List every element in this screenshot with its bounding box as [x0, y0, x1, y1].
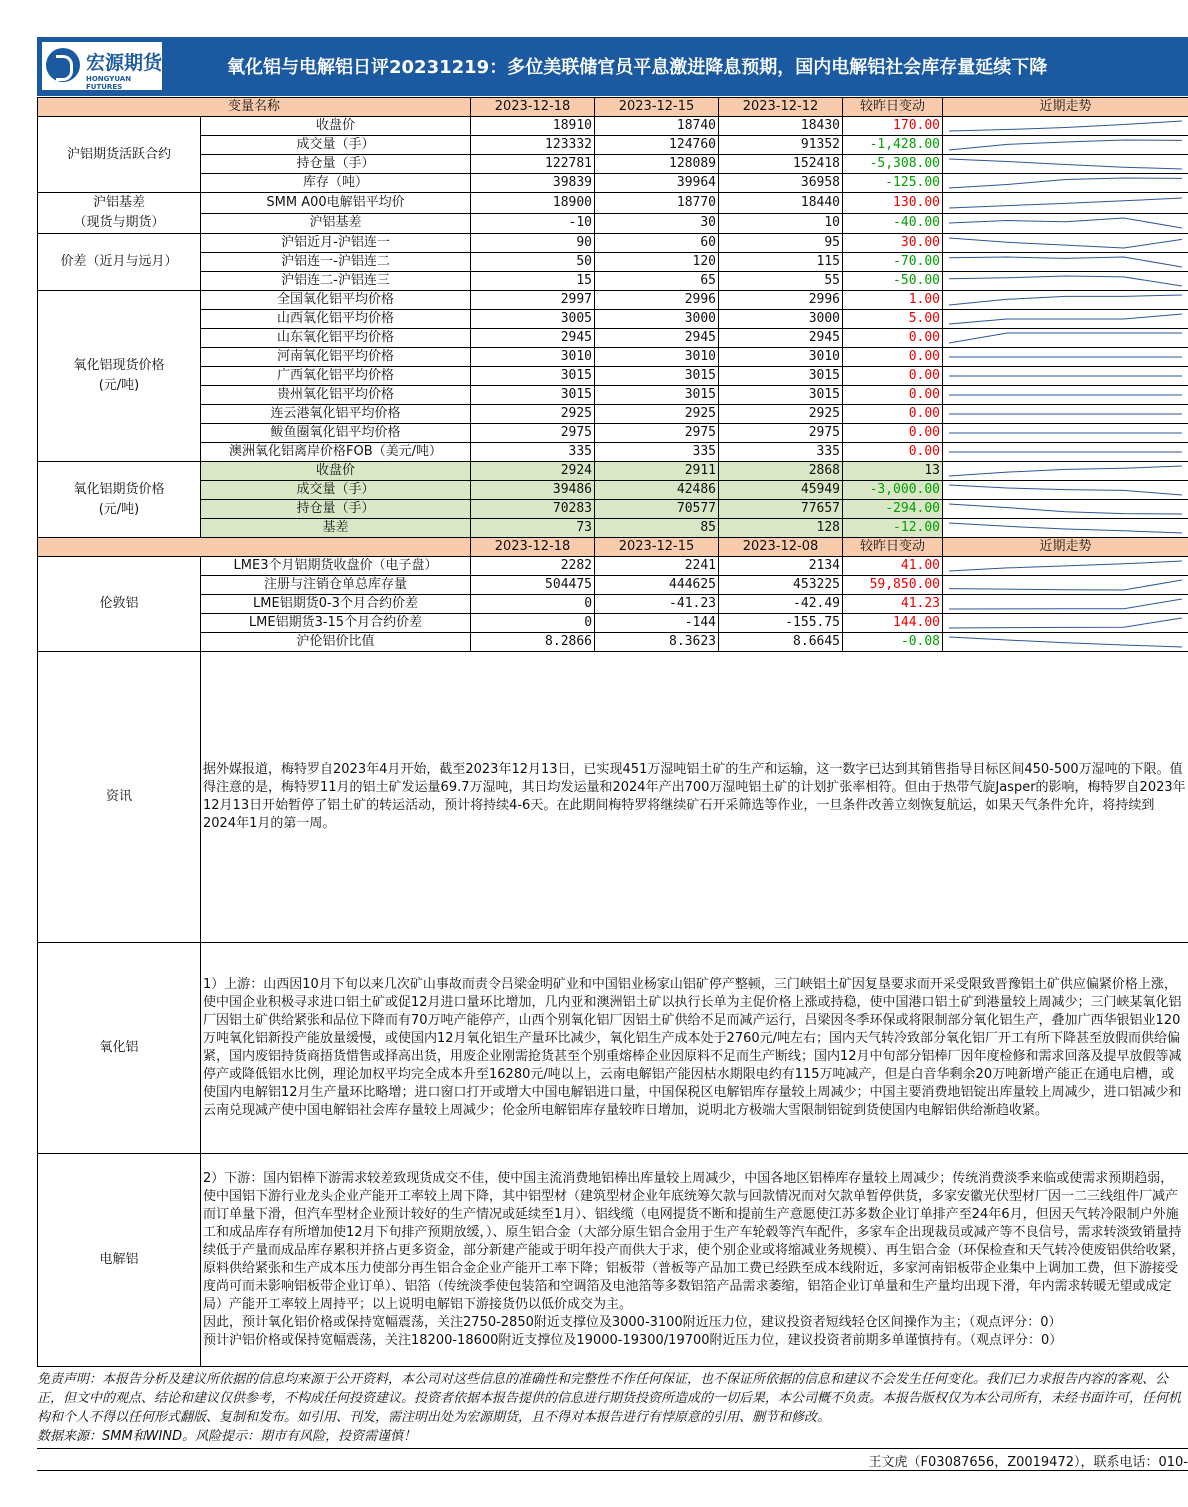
- variable-name: 库存（吨）: [201, 174, 471, 193]
- variable-name: 收盘价: [201, 462, 471, 481]
- table-row: [38, 174, 1188, 193]
- table-row: [38, 557, 1188, 576]
- header-date: 2023-12-18: [471, 98, 595, 117]
- change-cell: -50.00: [843, 272, 943, 291]
- trend-sparkline: [945, 175, 1186, 191]
- trend-sparkline: [945, 444, 1186, 460]
- header-date: 2023-12-15: [595, 538, 719, 557]
- table-row: [38, 291, 1188, 310]
- change-cell: 13: [843, 462, 943, 481]
- trend-cell: [943, 348, 1188, 367]
- change-cell: 0.00: [843, 443, 943, 462]
- value-cell: 2925: [719, 405, 843, 424]
- trend-cell: [943, 213, 1188, 234]
- change-cell: 0.00: [843, 424, 943, 443]
- value-cell: 3015: [471, 367, 595, 386]
- value-cell: 85: [595, 519, 719, 538]
- change-cell: -40.00: [843, 213, 943, 234]
- change-cell: 1.00: [843, 291, 943, 310]
- value-cell: 18430: [719, 117, 843, 136]
- variable-name: LME铝期货0-3个月合约价差: [201, 595, 471, 614]
- trend-sparkline: [945, 118, 1186, 134]
- value-cell: 124760: [595, 136, 719, 155]
- change-cell: 130.00: [843, 193, 943, 214]
- table-row: [38, 424, 1188, 443]
- value-cell: 18770: [595, 193, 719, 214]
- table-row: [38, 234, 1188, 253]
- alumina-text: 1）上游：山西因10月下旬以来几次矿山事故而责令吕梁金明矿业和中国铝业杨家山铝矿停产整顿，三门峡铝土矿因复垦要求而开采受限致晋豫铝土矿供应偏紧价格上涨，使中国企业积极寻求进口铝土矿或促12月进口量环比增加，几内亚和澳洲铝土矿以执行长单为主促价格上涨或持稳，使中国港口铝土矿到港量较上周减少；三门峡某氧化铝厂因铝土矿供给紧张和品位下降而有70万吨产能停产，山西个别氧化铝厂因铝土矿供给不足而减产运行，吕梁因冬季环保或将限制部分氧化铝生产，叠加广西华银铝业120万吨氧化铝新投产能放量缓慢，或使国内12月氧化铝生产量环比减少，氧化铝生产成本处于2760元/吨左右；国内天气转冷致部分氧化铝厂开工有所下降甚至放假而供给偏紧，国内废铝持货商捂货惜售或择高出货，用废企业刚需抢货甚至个别重熔棒企业因原料不足而生产断线；国内12月中旬部分铝棒厂因年度检修和需求回落及提早放假等减停产或降低铝水比例，理论加权平均完全成本升至16280元/吨以上，云南电解铝产能因枯水期限电约有115万吨减产，但是白音华剩余20万吨新增产能正在通电启槽，或使国内电解铝12月生产量环比略增；进口窗口打开或增大中国电解铝进口量，中国保税区电解铝库存量较上周减少；中国主要消费地铝锭出库量较上周减少，进口铝减少和云南兑现减产使中国电解铝社会库存量较上周减少；伦金所电解铝库存量较昨日增加，说明北方极端大雪限制铝锭到货使国内电解铝供给渐趋收紧。: [203, 977, 1182, 1118]
- value-cell: 2925: [595, 405, 719, 424]
- change-cell: -3,000.00: [843, 481, 943, 500]
- trend-sparkline: [945, 311, 1186, 327]
- value-cell: 65: [595, 272, 719, 291]
- trend-sparkline: [945, 634, 1186, 650]
- trend-cell: [943, 462, 1188, 481]
- value-cell: 504475: [471, 576, 595, 595]
- table-row: [38, 117, 1188, 136]
- trend-cell: [943, 500, 1188, 519]
- value-cell: 2282: [471, 557, 595, 576]
- change-cell: 41.00: [843, 557, 943, 576]
- value-cell: 453225: [719, 576, 843, 595]
- trend-sparkline: [945, 501, 1186, 517]
- table-row: [38, 213, 1188, 234]
- change-cell: -5,308.00: [843, 155, 943, 174]
- variable-name: 沪铝近月-沪铝连一: [201, 234, 471, 253]
- trend-sparkline: [945, 215, 1186, 231]
- category-label: 伦敦铝: [38, 557, 201, 652]
- trend-cell: [943, 155, 1188, 174]
- header-change: 较昨日变动: [843, 538, 943, 557]
- value-cell: 2975: [471, 424, 595, 443]
- value-cell: 128: [719, 519, 843, 538]
- trend-cell: [943, 576, 1188, 595]
- value-cell: 2975: [719, 424, 843, 443]
- value-cell: 45949: [719, 481, 843, 500]
- value-cell: 30: [595, 213, 719, 234]
- value-cell: 2134: [719, 557, 843, 576]
- value-cell: -10: [471, 213, 595, 234]
- trend-sparkline: [945, 156, 1186, 172]
- header-trend: 近期走势: [943, 538, 1188, 557]
- trend-cell: [943, 424, 1188, 443]
- trend-sparkline: [945, 330, 1186, 346]
- value-cell: 15: [471, 272, 595, 291]
- table-row: [38, 329, 1188, 348]
- hongyuan-logo-icon: [46, 48, 80, 82]
- table-row: [38, 193, 1188, 214]
- value-cell: 3005: [471, 310, 595, 329]
- trend-cell: [943, 443, 1188, 462]
- trend-sparkline: [945, 520, 1186, 536]
- variable-name: 山西氧化铝平均价格: [201, 310, 471, 329]
- header-row: [38, 98, 1188, 117]
- value-cell: 335: [595, 443, 719, 462]
- table-row: [38, 155, 1188, 174]
- value-cell: 3015: [595, 386, 719, 405]
- value-cell: 90: [471, 234, 595, 253]
- value-cell: 73: [471, 519, 595, 538]
- disclaimer: [37, 1370, 1188, 1446]
- value-cell: 42486: [595, 481, 719, 500]
- variable-name: 收盘价: [201, 117, 471, 136]
- trend-cell: [943, 253, 1188, 272]
- table-row: [38, 272, 1188, 291]
- value-cell: 2945: [719, 329, 843, 348]
- variable-name: LME3个月铝期货收盘价（电子盘）: [201, 557, 471, 576]
- value-cell: 3000: [719, 310, 843, 329]
- alumina-section: [38, 943, 1188, 1154]
- trend-cell: [943, 193, 1188, 214]
- value-cell: 3010: [471, 348, 595, 367]
- trend-sparkline: [945, 368, 1186, 384]
- trend-sparkline: [945, 292, 1186, 308]
- variable-name: 澳洲氧化铝离岸价格FOB（美元/吨）: [201, 443, 471, 462]
- table-row: [38, 136, 1188, 155]
- variable-name: 持仓量（手）: [201, 155, 471, 174]
- trend-sparkline: [945, 577, 1186, 593]
- trend-cell: [943, 291, 1188, 310]
- change-cell: 0.00: [843, 329, 943, 348]
- variable-name: 沪铝连一-沪铝连二: [201, 253, 471, 272]
- trend-cell: [943, 386, 1188, 405]
- table-row: [38, 519, 1188, 538]
- data-source: 数据来源：SMM和WIND。风险提示：期市有风险，投资需谨慎！: [37, 1429, 417, 1444]
- trend-sparkline: [945, 558, 1186, 574]
- table-row: [38, 614, 1188, 633]
- trend-sparkline: [945, 137, 1186, 153]
- value-cell: 3015: [719, 367, 843, 386]
- table-row: [38, 576, 1188, 595]
- trend-sparkline: [945, 235, 1186, 251]
- header-date: 2023-12-15: [595, 98, 719, 117]
- variable-name: LME铝期货3-15个月合约价差: [201, 614, 471, 633]
- header-date: 2023-12-08: [719, 538, 843, 557]
- trend-sparkline: [945, 273, 1186, 289]
- section-text: [201, 1154, 1188, 1367]
- trend-cell: [943, 481, 1188, 500]
- variable-name: 沪铝基差: [201, 213, 471, 234]
- value-cell: 122781: [471, 155, 595, 174]
- trend-cell: [943, 174, 1188, 193]
- trend-cell: [943, 595, 1188, 614]
- value-cell: 8.6645: [719, 633, 843, 652]
- variable-name: 全国氧化铝平均价格: [201, 291, 471, 310]
- table-row: [38, 595, 1188, 614]
- value-cell: 152418: [719, 155, 843, 174]
- variable-name: 基差: [201, 519, 471, 538]
- value-cell: 10: [719, 213, 843, 234]
- category-label: 沪铝基差 （现货与期货）: [38, 193, 201, 234]
- value-cell: 3015: [595, 367, 719, 386]
- header-date: 2023-12-12: [719, 98, 843, 117]
- value-cell: 335: [719, 443, 843, 462]
- trend-cell: [943, 272, 1188, 291]
- value-cell: 95: [719, 234, 843, 253]
- change-cell: -12.00: [843, 519, 943, 538]
- category-label: 氧化铝现货价格 (元/吨): [38, 291, 201, 462]
- value-cell: 2868: [719, 462, 843, 481]
- trend-sparkline: [945, 195, 1186, 211]
- section-text: [201, 652, 1188, 943]
- trend-sparkline: [945, 254, 1186, 270]
- value-cell: 8.3623: [595, 633, 719, 652]
- section-label: 电解铝: [38, 1154, 201, 1367]
- table-row: [38, 481, 1188, 500]
- value-cell: 18900: [471, 193, 595, 214]
- change-cell: 30.00: [843, 234, 943, 253]
- value-cell: -42.49: [719, 595, 843, 614]
- change-cell: 5.00: [843, 310, 943, 329]
- variable-name: 广西氧化铝平均价格: [201, 367, 471, 386]
- logo-en-text: HONGYUAN FUTURES: [86, 75, 132, 91]
- value-cell: 444625: [595, 576, 719, 595]
- value-cell: 115: [719, 253, 843, 272]
- change-cell: -70.00: [843, 253, 943, 272]
- value-cell: 2945: [595, 329, 719, 348]
- category-label: 氧化铝期货价格 (元/吨): [38, 462, 201, 538]
- news-section: [38, 652, 1188, 943]
- electrolytic-section: [38, 1154, 1188, 1367]
- trend-sparkline: [945, 387, 1186, 403]
- divider: [37, 1470, 1188, 1471]
- value-cell: 2924: [471, 462, 595, 481]
- trend-cell: [943, 136, 1188, 155]
- value-cell: 2911: [595, 462, 719, 481]
- trend-cell: [943, 405, 1188, 424]
- trend-cell: [943, 557, 1188, 576]
- value-cell: 3010: [595, 348, 719, 367]
- section-label: 资讯: [38, 652, 201, 943]
- table-row: [38, 253, 1188, 272]
- value-cell: 39964: [595, 174, 719, 193]
- table-row: [38, 310, 1188, 329]
- variable-name: 贵州氧化铝平均价格: [201, 386, 471, 405]
- report-title: 氧化铝与电解铝日评20231219：多位美联储官员平息激进降息预期，国内电解铝社会库存量延续下降: [227, 57, 1048, 78]
- value-cell: 3015: [471, 386, 595, 405]
- change-cell: -1,428.00: [843, 136, 943, 155]
- logo-cn-text: 宏源期货: [86, 52, 163, 74]
- value-cell: 3000: [595, 310, 719, 329]
- variable-name: 成交量（手）: [201, 481, 471, 500]
- change-cell: 0.00: [843, 386, 943, 405]
- disclaimer-text: 免责声明：本报告分析及建议所依据的信息均来源于公开资料，本公司对这些信息的准确性和完整性不作任何保证，也不保证所依据的信息和建议不会发生任何变化。我们已力求报告内容的客观、公正，但文中的观点、结论和建议仅供参考，不构成任何投资建议。投资者依据本报告提供的信息进行期货投资所造成的一切后果，本公司概不负责。本报告版权仅为本公司所有，未经书面许可，任何机构和个人不得以任何形式翻版、复制和发布。如引用、刊发，需注明出处为宏源期货，且不得对本报告进行有悖原意的引用、删节和修改。: [37, 1372, 1182, 1425]
- value-cell: -41.23: [595, 595, 719, 614]
- variable-name: 鲅鱼圈氧化铝平均价格: [201, 424, 471, 443]
- value-cell: 3015: [719, 386, 843, 405]
- variable-name: 山东氧化铝平均价格: [201, 329, 471, 348]
- table-row: [38, 633, 1188, 652]
- variable-name: 连云港氧化铝平均价格: [201, 405, 471, 424]
- table-row: [38, 443, 1188, 462]
- divider: [37, 1448, 1188, 1449]
- report-header: [37, 37, 1188, 96]
- value-cell: 128089: [595, 155, 719, 174]
- variable-name: 沪铝连二-沪铝连三: [201, 272, 471, 291]
- aluminum-outlook: 预计沪铝价格或保持宽幅震荡，关注18200-18600附近支撑位及19000-19300/19700附近压力位，建议投资者前期多单谨慎持有。（观点评分：0）: [203, 1333, 1063, 1348]
- value-cell: 8.2866: [471, 633, 595, 652]
- change-cell: 41.23: [843, 595, 943, 614]
- trend-cell: [943, 614, 1188, 633]
- change-cell: 59,850.00: [843, 576, 943, 595]
- value-cell: 2975: [595, 424, 719, 443]
- value-cell: 77657: [719, 500, 843, 519]
- news-text: 据外媒报道，梅特罗自2023年4月开始，截至2023年12月13日，已实现451万湿吨铝土矿的生产和运输，这一数字已达到其销售指导目标区间450-500万湿吨的下限。值得注意的是，梅特罗11月的铝土矿发运量69.7万湿吨，其日均发运量和2024年产出700万湿吨铝土矿的计划扩张率相符。但由于热带气旋Jasper的影响，梅特罗自2023年12月13日开始暂停了铝土矿的转运活动，预计将持续4-6天。在此期间梅特罗将继续矿石开采筛选等作业，一旦条件改善立刻恢复航运，如果天气条件允许，将持续到2024年1月的第一周。: [203, 762, 1186, 831]
- value-cell: 0: [471, 595, 595, 614]
- value-cell: 2996: [595, 291, 719, 310]
- variable-name: 河南氧化铝平均价格: [201, 348, 471, 367]
- value-cell: 91352: [719, 136, 843, 155]
- table-row: [38, 386, 1188, 405]
- trend-sparkline: [945, 349, 1186, 365]
- table-row: [38, 405, 1188, 424]
- trend-cell: [943, 117, 1188, 136]
- change-cell: -0.08: [843, 633, 943, 652]
- change-cell: 144.00: [843, 614, 943, 633]
- value-cell: 55: [719, 272, 843, 291]
- change-cell: 0.00: [843, 405, 943, 424]
- value-cell: 39839: [471, 174, 595, 193]
- table-row: [38, 462, 1188, 481]
- table-row: [38, 500, 1188, 519]
- category-label: 沪铝期货活跃合约: [38, 117, 201, 193]
- value-cell: 39486: [471, 481, 595, 500]
- header-trend: 近期走势: [943, 98, 1188, 117]
- trend-sparkline: [945, 482, 1186, 498]
- header-row: [38, 538, 1188, 557]
- section-text: [201, 943, 1188, 1154]
- value-cell: 2925: [471, 405, 595, 424]
- variable-name: 沪伦铝价比值: [201, 633, 471, 652]
- trend-sparkline: [945, 463, 1186, 479]
- value-cell: 0: [471, 614, 595, 633]
- change-cell: 0.00: [843, 348, 943, 367]
- value-cell: 2241: [595, 557, 719, 576]
- change-cell: 0.00: [843, 367, 943, 386]
- alumina-outlook: 因此，预计氧化铝价格或保持宽幅震荡，关注2750-2850附近支撑位及3000-3100附近压力位，建议投资者短线轻仓区间操作为主；（观点评分：0）: [203, 1315, 1062, 1330]
- value-cell: -155.75: [719, 614, 843, 633]
- trend-sparkline: [945, 425, 1186, 441]
- value-cell: 2945: [471, 329, 595, 348]
- value-cell: 70283: [471, 500, 595, 519]
- value-cell: 18910: [471, 117, 595, 136]
- variable-name: 成交量（手）: [201, 136, 471, 155]
- header-change: 较昨日变动: [843, 98, 943, 117]
- trend-cell: [943, 519, 1188, 538]
- value-cell: 123332: [471, 136, 595, 155]
- category-label: 价差（近月与远月）: [38, 234, 201, 291]
- electrolytic-text: 2）下游：国内铝棒下游需求较差致现货成交不佳，使中国主流消费地铝棒出库量较上周减少，中国各地区铝棒库存量较上周减少；传统消费淡季来临或使需求预期趋弱，使中国铝下游行业龙头企业产能开工率较上周下降，其中铝型材（建筑型材企业年底统筹欠款与回款情况而对欠款单暂停供货，多家安徽光伏型材厂因一二三线组件厂减产而订单量下滑，但汽车型材企业预计较好的生产情况或延续至1月）、铝线缆（电网提货不断和提前生产意愿使江苏多数企业订单排产至24年6月，但因天气转冷限制户外施工和成品库存有所增加使12月下旬排产预期放缓，）、原生铝合金（大部分原生铝合金用于生产车轮毂等汽车配件，多家车企出现裁员或减产等不良信号，需求转淡致销量持续低于产量而成品库存累积并挤占更多资金，部分新建产能或于明年投产而供大于求，使个别企业或将缩减业务规模）、再生铝合金（环保检查和天气转冷使废铝供给收紧，原料供给紧张和生产成本压力使部分再生铝合金企业产能开工率下降；铝板带（普板等产品加工费已经跌至成本线附近，多家河南铝板带企业集中上调加工费，但下游接受度尚可而未影响铝板带企业订单）、铝箔（传统淡季使包装箔和空调箔及电池箔等多数铝箔产品需求萎缩，铝箔企业订单量和生产量均出现下滑，年内需求转暖无望或成定局）产能开工率较上周持平；以上说明电解铝下游接货仍以低价成交为主。: [203, 1171, 1185, 1312]
- trend-cell: [943, 234, 1188, 253]
- value-cell: 335: [471, 443, 595, 462]
- header-blank: [38, 538, 471, 557]
- value-cell: 18440: [719, 193, 843, 214]
- trend-sparkline: [945, 596, 1186, 612]
- header-variable-name: 变量名称: [38, 98, 471, 117]
- value-cell: -144: [595, 614, 719, 633]
- trend-sparkline: [945, 406, 1186, 422]
- value-cell: 36958: [719, 174, 843, 193]
- value-cell: 2997: [471, 291, 595, 310]
- header-date: 2023-12-18: [471, 538, 595, 557]
- change-cell: -294.00: [843, 500, 943, 519]
- trend-cell: [943, 633, 1188, 652]
- trend-cell: [943, 367, 1188, 386]
- variable-name: 持仓量（手）: [201, 500, 471, 519]
- variable-name: SMM A00电解铝平均价: [201, 193, 471, 214]
- trend-sparkline: [945, 615, 1186, 631]
- value-cell: 120: [595, 253, 719, 272]
- trend-cell: [943, 310, 1188, 329]
- section-label: 氧化铝: [38, 943, 201, 1154]
- trend-cell: [943, 329, 1188, 348]
- table-row: [38, 348, 1188, 367]
- value-cell: 70577: [595, 500, 719, 519]
- value-cell: 3010: [719, 348, 843, 367]
- change-cell: -125.00: [843, 174, 943, 193]
- value-cell: 50: [471, 253, 595, 272]
- table-row: [38, 367, 1188, 386]
- variable-name: 注册与注销仓单总库存量: [201, 576, 471, 595]
- value-cell: 60: [595, 234, 719, 253]
- value-cell: 2996: [719, 291, 843, 310]
- author-contact: 王文虎（F03087656，Z0019472），联系电话：010-: [868, 1455, 1188, 1470]
- change-cell: 170.00: [843, 117, 943, 136]
- company-logo: [42, 42, 162, 90]
- data-table: [37, 97, 1188, 1367]
- value-cell: 18740: [595, 117, 719, 136]
